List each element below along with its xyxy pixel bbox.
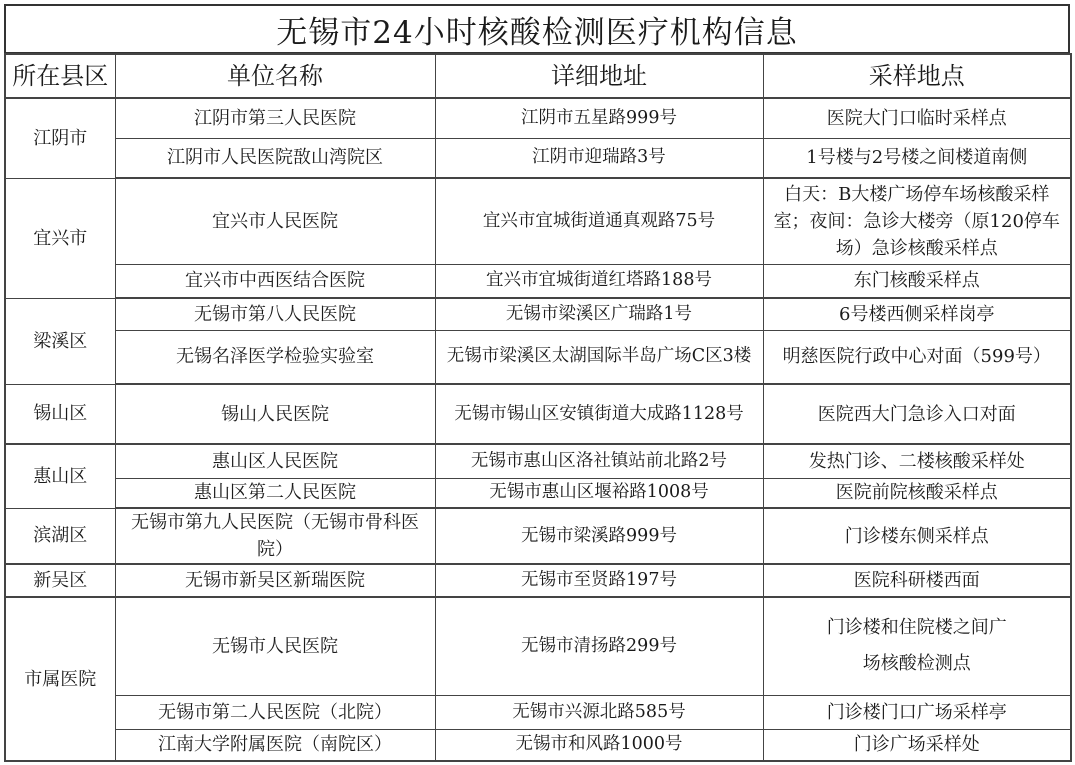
unit-cell: 无锡名泽医学检验实验室: [115, 330, 435, 384]
address-cell: 无锡市清扬路299号: [435, 597, 763, 695]
district-cell: 惠山区: [5, 444, 115, 508]
unit-cell: 江南大学附属医院（南院区）: [115, 729, 435, 761]
unit-cell: 宜兴市中西医结合医院: [115, 264, 435, 298]
district-cell: 江阴市: [5, 98, 115, 178]
table-row: [5, 444, 1071, 478]
unit-cell: 无锡市新吴区新瑞医院: [115, 564, 435, 597]
site-cell: 东门核酸采样点: [763, 264, 1071, 298]
table-row: [5, 729, 1071, 761]
unit-cell: 无锡市第二人民医院（北院）: [115, 695, 435, 729]
header-site: 采样地点: [763, 54, 1071, 98]
site-cell: 医院大门口临时采样点: [763, 98, 1071, 138]
address-cell: 无锡市兴源北路585号: [435, 695, 763, 729]
table-row: [5, 508, 1071, 564]
address-cell: 无锡市锡山区安镇街道大成路1128号: [435, 384, 763, 444]
district-cell: 滨湖区: [5, 508, 115, 564]
table-row: [5, 98, 1071, 138]
site-cell: 医院科研楼西面: [763, 564, 1071, 597]
header-address: 详细地址: [435, 54, 763, 98]
site-cell: 6号楼西侧采样岗亭: [763, 298, 1071, 330]
district-cell: 宜兴市: [5, 178, 115, 298]
address-cell: 无锡市梁溪区广瑞路1号: [435, 298, 763, 330]
unit-cell: 惠山区人民医院: [115, 444, 435, 478]
district-cell: 新吴区: [5, 564, 115, 597]
unit-cell: 锡山人民医院: [115, 384, 435, 444]
header-unit: 单位名称: [115, 54, 435, 98]
unit-cell: 江阴市第三人民医院: [115, 98, 435, 138]
table-row: [5, 564, 1071, 597]
site-cell: 门诊楼和住院楼之间广场核酸检测点: [763, 597, 1071, 695]
address-cell: 江阴市迎瑞路3号: [435, 138, 763, 178]
unit-cell: 无锡市第九人民医院（无锡市骨科医院）: [115, 508, 435, 564]
unit-cell: 无锡市人民医院: [115, 597, 435, 695]
table-row: [5, 330, 1071, 384]
site-cell: 白天：B大楼广场停车场核酸采样室；夜间：急诊大楼旁（原120停车场）急诊核酸采样点: [763, 178, 1071, 264]
site-cell: 1号楼与2号楼之间楼道南侧: [763, 138, 1071, 178]
site-cell: 门诊楼门口广场采样亭: [763, 695, 1071, 729]
address-cell: 江阴市五星路999号: [435, 98, 763, 138]
table-row: [5, 597, 1071, 695]
table-row: [5, 178, 1071, 264]
testing-sites-table: [4, 53, 1072, 762]
site-cell: 门诊楼东侧采样点: [763, 508, 1071, 564]
header-district: 所在县区: [5, 54, 115, 98]
site-cell: 门诊广场采样处: [763, 729, 1071, 761]
table-row: [5, 138, 1071, 178]
district-cell: 锡山区: [5, 384, 115, 444]
site-cell: 医院前院核酸采样点: [763, 478, 1071, 508]
table-row: [5, 264, 1071, 298]
address-cell: 无锡市惠山区洛社镇站前北路2号: [435, 444, 763, 478]
unit-cell: 惠山区第二人民医院: [115, 478, 435, 508]
unit-cell: 江阴市人民医院敔山湾院区: [115, 138, 435, 178]
header-row: [5, 54, 1071, 98]
site-cell: 医院西大门急诊入口对面: [763, 384, 1071, 444]
table-title: 无锡市24小时核酸检测医疗机构信息: [4, 4, 1070, 54]
table-row: [5, 384, 1071, 444]
district-cell: 梁溪区: [5, 298, 115, 384]
address-cell: 无锡市和风路1000号: [435, 729, 763, 761]
site-cell: 发热门诊、二楼核酸采样处: [763, 444, 1071, 478]
table-row: [5, 695, 1071, 729]
address-cell: 无锡市惠山区堰裕路1008号: [435, 478, 763, 508]
table-row: [5, 298, 1071, 330]
site-cell: 明慈医院行政中心对面（599号）: [763, 330, 1071, 384]
address-cell: 无锡市梁溪路999号: [435, 508, 763, 564]
unit-cell: 宜兴市人民医院: [115, 178, 435, 264]
address-cell: 无锡市至贤路197号: [435, 564, 763, 597]
district-cell: 市属医院: [5, 597, 115, 761]
unit-cell: 无锡市第八人民医院: [115, 298, 435, 330]
address-cell: 宜兴市宜城街道红塔路188号: [435, 264, 763, 298]
address-cell: 宜兴市宜城街道通真观路75号: [435, 178, 763, 264]
address-cell: 无锡市梁溪区太湖国际半岛广场C区3楼: [435, 330, 763, 384]
table-row: [5, 478, 1071, 508]
